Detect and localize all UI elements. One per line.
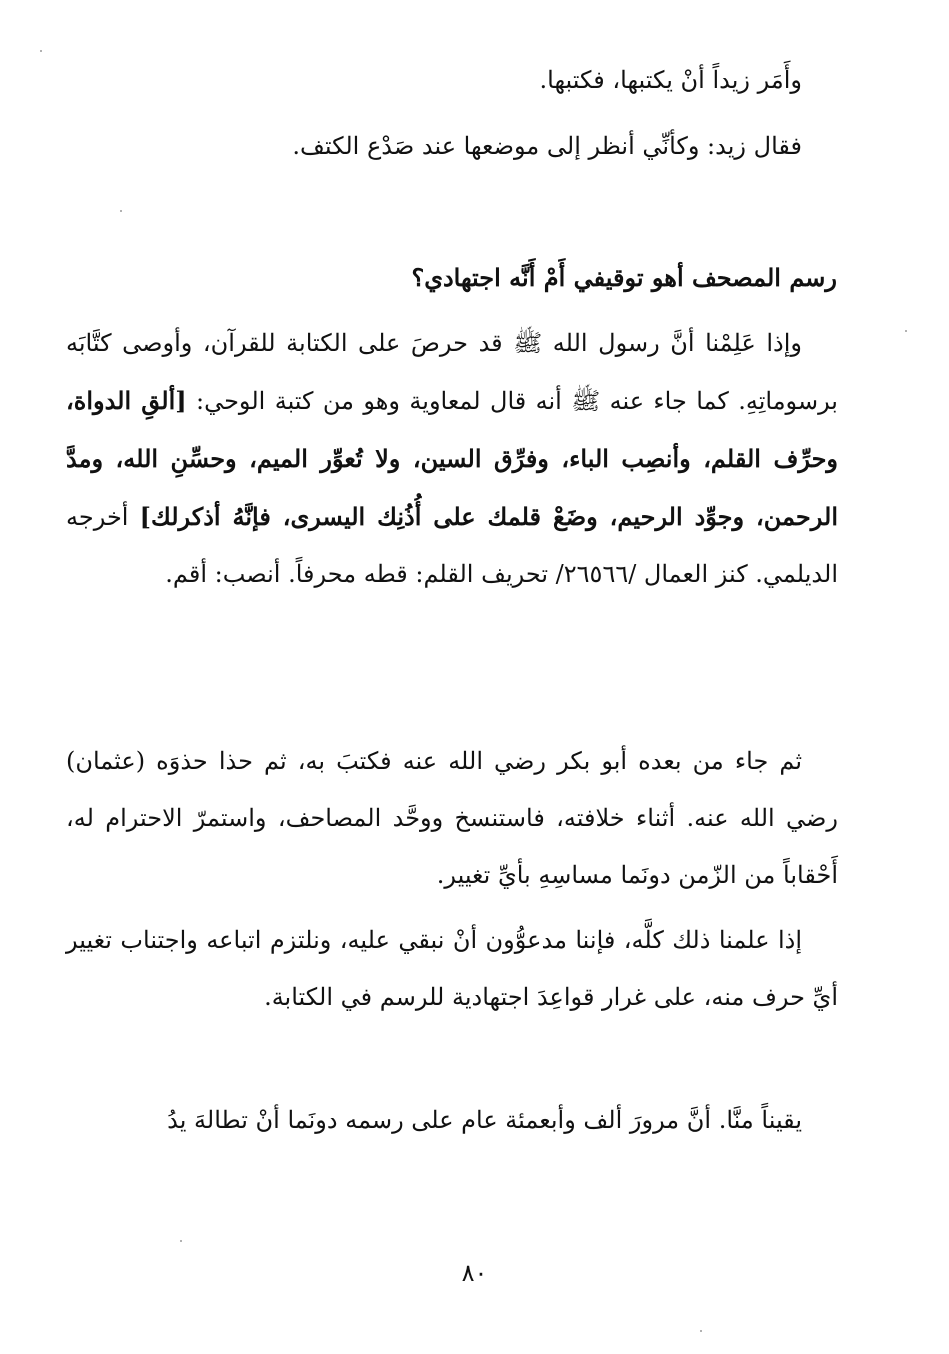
page-number: ٨٠ xyxy=(461,1259,488,1287)
scan-speck xyxy=(40,50,42,52)
scan-speck xyxy=(905,330,907,332)
scan-speck xyxy=(180,1240,182,1242)
paragraph-prophet-hadith xyxy=(66,315,838,603)
paragraph-certainty: يقيناً منَّا. أنَّ مرورَ ألف وأبعمئة عام على رسمه دونَما أنْ تطالهَ يدُ xyxy=(167,1106,802,1134)
section-heading: رسم المصحف أهو توقيفي أَمْ أَنَّه اجتهادي؟ xyxy=(411,263,837,292)
paragraph-hadith-source: أخرجه الديلمي. كنز العمال /٢٦٥٦٦/ تحريف القلم: قطه محرفاً. أنصب: أقم. xyxy=(66,503,838,588)
paragraph-zayd-command: وأَمَر زيداً أنْ يكتبها، فكتبها. xyxy=(539,66,802,94)
scan-speck xyxy=(700,1330,702,1332)
paragraph-abu-bakr-uthman: ثم جاء من بعده أبو بكر رضي الله عنه فكتبَ به، ثم حذا حذوَه (عثمان) رضي الله عنه. أثناء خلافته، فاستنسخ ووحَّد المصاحف، واستمرّ الاحترام له، أَحْقاباً من الزّمن دونَما مساسِهِ بأيِّ تغيير. xyxy=(66,747,838,889)
paragraph-zayd-said: فقال زيد: وكأنِّي أنظر إلى موضعها عند صَدْع الكتف. xyxy=(292,132,802,160)
hadith-quote: [ألقِ الدواة، وحرِّف القلم، وأنصِب الباء، وفرِّق السين، ولا تُعوِّر الميم، وحسِّنِ الله، ومدَّ الرحمن، وجوِّد الرحيم، وضَعْ قلمك على أُذُنِك اليسرى، فإنَّهُ أذكرلك] xyxy=(66,386,838,531)
paragraph-obligation: إذا علمنا ذلك كلَّه، فإننا مدعوُّون أنْ نبقي عليه، ونلتزم اتباعه واجتناب تغيير أيِّ حرف منه، على غرار قواعِدَ اجتهادية للرسم في الكتابة. xyxy=(66,926,838,1011)
paragraph-hadith-intro: وإذا عَلِمْنا أنَّ رسول الله ﷺ قد حرصَ على الكتابة للقرآن، وأوصى كتَّابَه برسوماتِهِ. كما جاء عنه ﷺ أنه قال لمعاوية وهو من كتبة الوحي: xyxy=(66,329,838,415)
scan-speck xyxy=(120,210,122,212)
